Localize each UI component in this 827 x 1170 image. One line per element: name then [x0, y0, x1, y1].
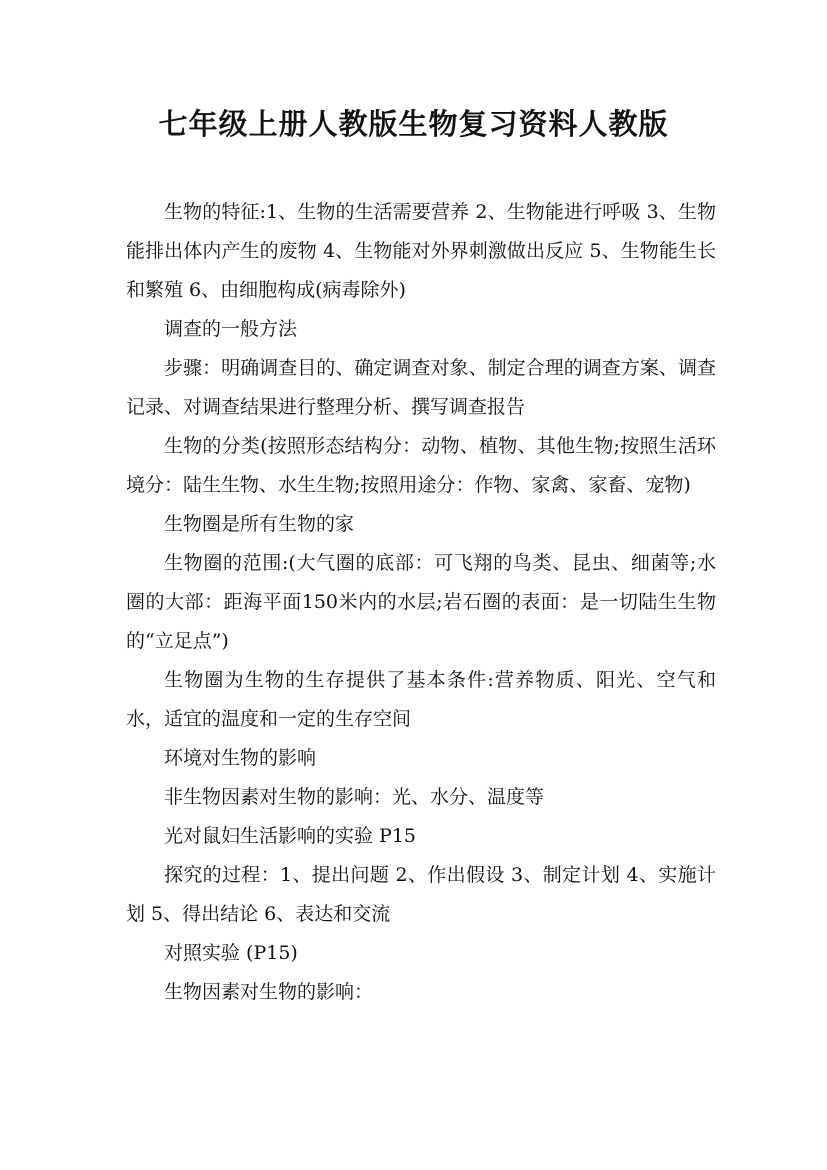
- paragraph-biosphere-range: 生物圈的范围:(大气圈的底部：可飞翔的鸟类、昆虫、细菌等;水圈的大部：距海平面150米内的水层;岩石圈的表面：是一切陆生生物的“立足点”): [126, 552, 716, 652]
- paragraph-inquiry-process: 探究的过程：1、提出问题 2、作出假设 3、制定计划 4、实施计划 5、得出结论 6、表达和交流: [126, 864, 716, 925]
- paragraph-organism-classification: 生物的分类(按照形态结构分：动物、植物、其他生物;按照生活环境分：陆生生物、水生生物;按照用途分：作物、家禽、家畜、宠物): [126, 435, 716, 496]
- paragraph-biotic-factors: 生物因素对生物的影响：: [164, 981, 374, 1003]
- paragraph-woodlouse-experiment: 光对鼠妇生活影响的实验 P15: [164, 825, 417, 847]
- paragraph-environment-effect-heading: 环境对生物的影响: [164, 747, 317, 769]
- document-title: 七年级上册人教版生物复习资料人教版: [158, 107, 669, 141]
- paragraph-survey-steps: 步骤：明确调查目的、确定调查对象、制定合理的调查方案、调查记录、对调查结果进行整理分析、撰写调查报告: [126, 357, 716, 418]
- paragraph-controlled-experiment: 对照实验 (P15): [164, 942, 298, 964]
- paragraph-biosphere-conditions: 生物圈为生物的生存提供了基本条件:营养物质、阳光、空气和水，适宜的温度和一定的生存空间: [126, 669, 716, 730]
- document-body: [126, 193, 716, 1012]
- paragraph-organism-characteristics: 生物的特征:1、生物的生活需要营养 2、生物能进行呼吸 3、生物能排出体内产生的废物 4、生物能对外界刺激做出反应 5、生物能生长和繁殖 6、由细胞构成(病毒除外): [126, 201, 716, 301]
- paragraph-biosphere-home: 生物圈是所有生物的家: [164, 513, 355, 535]
- paragraph-abiotic-factors: 非生物因素对生物的影响：光、水分、温度等: [164, 786, 545, 808]
- paragraph-survey-method-heading: 调查的一般方法: [164, 318, 298, 340]
